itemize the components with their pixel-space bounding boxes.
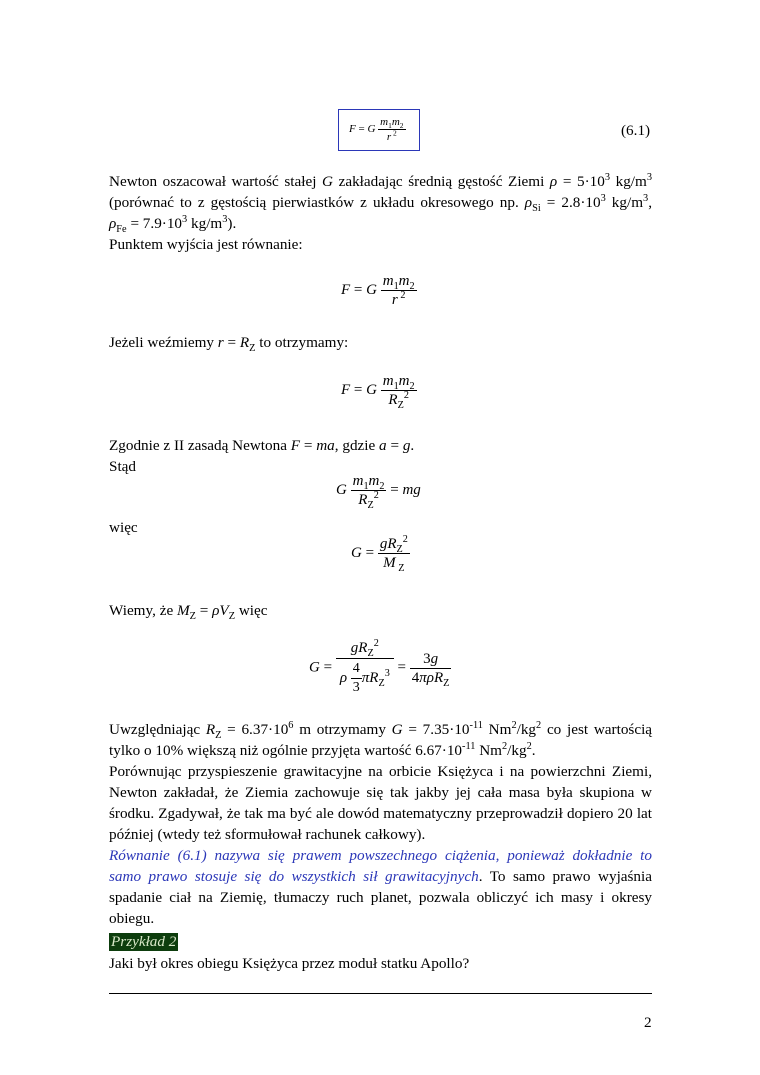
equation-g-from-density: G = $gR_Z^2$ ρ $\frac{4}{3}$ $\pi R_Z^3$ = $\frac{3g}{4\pi\rho R_Z}$ [309,638,450,695]
equation-gravitation-small: F = G $\frac{m_1m_2}{r ^2}$ [349,116,404,143]
text-line: spadanie ciał na Ziemię, tłumaczy ruch planet, pozwala obliczyć ich masy i okresy [109,889,652,906]
paragraph-so [109,517,652,538]
example-label: Przykład 2 [111,933,177,950]
paragraph-second-law [109,435,652,477]
text-line: $\rho_{Fe} = 7.9\cdot 10^3$ $kg/m^3$). [109,213,237,236]
highlighted-text-line: Równanie (6.1) nazywa się prawem powszechnego ciążenia, ponieważ dokładnie to [109,847,652,864]
text-line: obiegu. [109,910,155,927]
text-line: Uwzględniając $R_Z = 6.37\cdot 10^6$ m otrzymamy $G = 7.35\cdot 10^{-11}$ $Nm^2/kg^2$ co jest wartością [109,719,653,742]
text-line: Jeżeli weźmiemy $r = R_Z$ to otrzymamy: [109,334,349,355]
text-line: środku. Zgadywał, że tak ma być ale dowód matematyczny przeprowadził dopiero 20 lat [109,805,652,822]
equation-gravitation: F = G $\frac{m_1m_2}{r ^2}$ [341,273,415,308]
equation-number: (6.1) [621,122,651,139]
text-line: więc [109,519,138,536]
page-number: 2 [644,1014,652,1031]
paragraph-knowing [109,600,652,621]
text-line: Zgodnie z II zasadą Newtona F = ma, gdzie a = g. [109,437,415,454]
text-line: Jaki był okres obiegu Księżyca przez moduł statku Apollo? [109,955,470,972]
text-line: Porównując przyspieszenie grawitacyjne na orbicie Księżyca i na powierzchni Ziemi, [109,763,652,780]
text-tail: . To samo prawo wyjaśnia [478,868,652,885]
text-line: Newton zakładał, że Ziemia zachowuje się tak jakby jej cała masa była skupiona w [109,784,652,801]
highlighted-text: samo prawo stosuje się do wszystkich sił grawitacyjnych [109,868,479,885]
example-question [109,953,652,974]
equation-force-equals-mg: G $\frac{m_1m_2}{R_Z^2}$ = mg [336,473,421,511]
equation-gravitation-earth: F = G $\frac{m_1m_2}{R_Z^2}$ [341,373,415,411]
text-line: później (wtedy też sformułował rachunek całkowy). [109,826,426,843]
paragraph-substitution [109,332,652,353]
paragraph-universal-law [109,845,652,929]
text-line: Stąd [109,458,137,475]
text-line: tylko o 10% większą niż ogólnie przyjęta wartość $6.67\cdot 10^{-11}$ $Nm^2/kg^2$. [109,740,536,759]
horizontal-rule [109,993,652,994]
text-line: Newton oszacował wartość stałej G zakładając średnią gęstość Ziemi $\rho = 5\cdot 10^3$ $kg/m^3$ [109,171,652,190]
text-line: Punktem wyjścia jest równanie: [109,236,303,253]
equation-g-constant: G = $\frac{gR_Z^2}{M _Z}$ [351,534,408,574]
text-line: (porównać to z gęstością pierwiastków z układu okresowego np. $\rho_{Si} = 2.8\cdot 10^3$ $kg/m^3$, [109,192,652,215]
paragraph-result [109,719,652,761]
paragraph-moon-comparison [109,761,652,845]
text-line [109,866,652,887]
paragraph-newton-estimate [109,171,652,255]
boxed-equation-6-1 [338,109,420,151]
text-line: Wiemy, że $M_Z = \rho V_Z$ więc [109,602,268,623]
